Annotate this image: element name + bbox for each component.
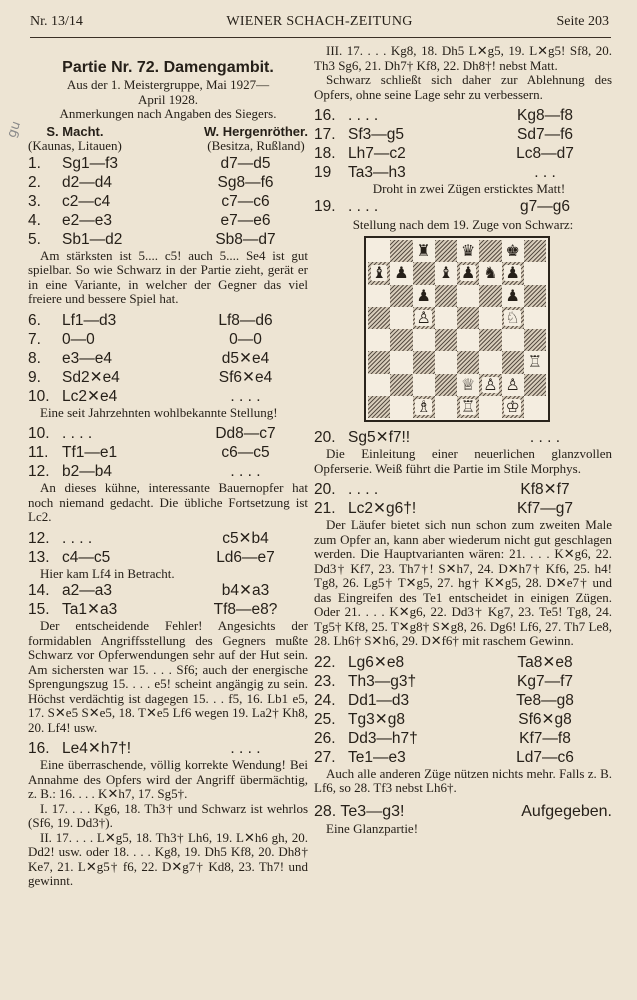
page-number: Seite 203 xyxy=(556,14,609,29)
move-number: 22. xyxy=(314,653,336,671)
move-row xyxy=(28,154,308,173)
chess-piece: ♗ xyxy=(416,396,431,416)
move-number: 2. xyxy=(28,173,41,191)
white-place: (Kaunas, Litauen) xyxy=(28,138,122,153)
move-row xyxy=(28,581,308,600)
board-square xyxy=(413,285,435,307)
board-square xyxy=(390,307,412,329)
black-move: c6—c5 xyxy=(221,444,270,461)
white-move: b2—b4 xyxy=(62,463,112,480)
comment-b: Eine seit Jahrzehnten wohlbekannte Stellung! xyxy=(40,404,278,420)
white-move: . . . . xyxy=(348,107,379,124)
black-move: Lc8—d7 xyxy=(516,145,574,162)
board-square xyxy=(479,351,501,373)
board-square xyxy=(524,374,546,396)
white-move: a2—a3 xyxy=(62,582,112,599)
board-square xyxy=(524,285,546,307)
move-row xyxy=(28,211,308,230)
board-square xyxy=(457,351,479,373)
comment-j: Schwarz schließt sich daher zur Ablehnung des Opfers, ohne seine Lage sehr zu verbessern. xyxy=(314,72,612,102)
comment-d: Hier kam Lf4 in Betracht. xyxy=(40,565,175,581)
moves-block-e xyxy=(28,581,308,619)
black-move: . . . . xyxy=(230,387,261,405)
board-square xyxy=(435,374,457,396)
white-move: Lc2✕g6†! xyxy=(348,500,417,517)
black-player xyxy=(204,125,308,154)
final-move: 28. Te3—g3! xyxy=(314,802,405,820)
white-move: Tf1—e1 xyxy=(62,444,118,461)
black-move: . . . . xyxy=(230,740,261,757)
board-square xyxy=(435,285,457,307)
board-square xyxy=(502,285,524,307)
comment-m: Der Läufer bietet sich nun schon zum zweiten Male zum Opfer an, kann aber wiederum nicht gut geschlagen werden. Die Hauptvarianten wären: 21. . . . K✕g6, 22. Dd3† Kf7, 23. Th7†! S✕h7, 24. D✕h7† Kf6, 25. h4! Tg8, 26. Lg5† T✕g5, 27. hg† K✕g5, 28. D✕e7† und das Eingreifen des Te1 entscheidet in einigen Zügen. Oder 21. . . . K✕g6, 22. Dd3† Kg7, 23. Te5! Tg8, 24. Tg5† Kf8, 25. T✕g8† S✕g8, 26. Dg6! Lf6, 27. Th7 Le8, 28. Lh6† S✕h6, 29. D✕f6† mit raschem Gewinn. xyxy=(314,517,612,648)
black-move: Sb8—d7 xyxy=(215,230,276,248)
black-move: e7—e6 xyxy=(220,211,271,229)
white-move: Lg6✕e8 xyxy=(348,653,405,671)
issue-number: Nr. 13/14 xyxy=(30,14,83,29)
board-square xyxy=(524,396,546,418)
moves-block-a xyxy=(28,154,308,249)
move-number: 10. xyxy=(28,425,50,442)
board-caption: Stellung nach dem 19. Zuge von Schwarz: xyxy=(352,216,574,232)
move-row xyxy=(314,144,612,163)
chess-piece: ♞ xyxy=(483,263,498,283)
white-move: . . . . xyxy=(62,529,93,547)
board-square xyxy=(413,307,435,329)
chess-piece: ♜ xyxy=(416,241,431,261)
chess-piece: ♖ xyxy=(460,396,476,416)
moves-block-g xyxy=(314,106,612,182)
black-move: b4✕a3 xyxy=(221,582,270,599)
board-square xyxy=(457,374,479,396)
move-row xyxy=(28,368,308,387)
board-square xyxy=(390,262,412,284)
move-row xyxy=(28,311,308,330)
board-square xyxy=(457,329,479,351)
move-row xyxy=(314,748,612,767)
move-row xyxy=(28,387,308,406)
moves-block-i xyxy=(314,428,612,447)
board-square xyxy=(368,285,390,307)
black-move: Kf7—f8 xyxy=(519,729,571,747)
board-square xyxy=(368,262,390,284)
moves-block-c xyxy=(28,424,308,481)
white-name: S. Macht. xyxy=(46,123,104,139)
move-number: 14. xyxy=(28,582,50,599)
board-square xyxy=(390,374,412,396)
white-move: 0—0 xyxy=(62,330,95,348)
board-square xyxy=(479,285,501,307)
variation-3: III. 17. . . . Kg8, 18. Dh5 L✕g5, 19. L✕g5! Sf8, 20. Th3 Sg6, 21. Dh7† Kf8, 22. Dh8†! nebst Matt. xyxy=(314,43,612,73)
move-row xyxy=(314,499,612,518)
move-number: 11. xyxy=(28,444,49,461)
move-row xyxy=(314,710,612,729)
move-row xyxy=(314,691,612,710)
move-row xyxy=(314,480,612,499)
move-row xyxy=(28,529,308,548)
board-square xyxy=(502,351,524,373)
chess-piece: ♕ xyxy=(460,374,476,394)
white-player xyxy=(28,125,122,154)
chess-piece: ♟ xyxy=(505,285,520,305)
variation-2: II. 17. . . . L✕g5, 18. Th3† Lh6, 19. L✕h6 gh, 20. Dd2! usw. oder 18. . . . Kg8, 19. Dh5 Kf8, 20. Dh8† Ke7, 21. L✕g5† f6, 22. D✕g7† Kd8, 23. Th7! und gewinnt. xyxy=(28,829,308,888)
board-square xyxy=(502,262,524,284)
black-move: Tf8—e8? xyxy=(213,601,278,618)
move-row xyxy=(28,230,308,249)
move-number: 16. xyxy=(314,107,336,124)
moves-block-b xyxy=(28,311,308,406)
black-move: Sg8—f6 xyxy=(217,173,274,191)
white-move: Tg3✕g8 xyxy=(348,710,405,728)
black-move: g7—g6 xyxy=(520,197,570,215)
move-number: 6. xyxy=(28,311,41,329)
chess-piece: ♙ xyxy=(416,307,431,327)
moves-block-k xyxy=(314,653,612,767)
board-square xyxy=(502,329,524,351)
white-move: c4—c5 xyxy=(62,548,111,566)
move-row xyxy=(314,653,612,672)
white-move: . . . . xyxy=(348,197,379,215)
chess-piece: ♟ xyxy=(394,263,409,283)
move-number: 20. xyxy=(314,481,336,498)
board-square xyxy=(435,307,457,329)
black-move: Ld7—c6 xyxy=(516,748,574,766)
board-square xyxy=(479,262,501,284)
move-number: 7. xyxy=(28,330,41,348)
move-row xyxy=(28,548,308,567)
board-square xyxy=(435,262,457,284)
black-move: . . . . xyxy=(529,429,561,446)
board-square xyxy=(457,262,479,284)
black-move: Sf6✕e4 xyxy=(218,368,273,386)
board-square xyxy=(502,374,524,396)
black-move: Sd7—f6 xyxy=(516,126,573,143)
white-move: Sg5✕f7!! xyxy=(348,429,411,446)
black-move: Te8—g8 xyxy=(516,691,574,709)
board-square xyxy=(413,240,435,262)
white-move: Lf1—d3 xyxy=(62,311,117,329)
comment-f: Eine überraschende, völlig korrekte Wendung! Bei Annahme des Opfers wird der Angriff übermächtig, z. B.: 16. . . . K✕h7, 17. Sg5†. xyxy=(28,757,308,801)
board-square xyxy=(479,329,501,351)
board-square xyxy=(457,396,479,418)
move-number: 26. xyxy=(314,729,336,747)
board-square xyxy=(479,374,501,396)
move-number: 25. xyxy=(314,710,336,728)
board-square xyxy=(524,240,546,262)
move-row xyxy=(28,173,308,192)
move-row xyxy=(28,330,308,349)
white-move: Sd2✕e4 xyxy=(62,368,120,386)
moves-block-j xyxy=(314,480,612,518)
chess-piece: ♔ xyxy=(505,396,520,416)
chess-piece: ♛ xyxy=(460,241,476,261)
board-square xyxy=(413,396,435,418)
comment-n: Auch alle anderen Züge nützen nichts mehr. Falls z. B. Lf6, so 28. Tf3 nebst Lh6†. xyxy=(314,765,612,795)
move-row xyxy=(28,462,308,481)
black-move: Kf8✕f7 xyxy=(520,481,570,498)
move-number: 24. xyxy=(314,691,336,709)
game-subtitle-1: Aus der 1. Meistergruppe, Mai 1927— xyxy=(66,77,270,92)
move-number: 5. xyxy=(28,230,41,248)
white-move: . . . . xyxy=(62,425,93,442)
white-move: Th3—g3† xyxy=(348,672,417,690)
move-number: 16. xyxy=(28,740,50,757)
chess-piece: ♖ xyxy=(527,352,543,372)
board-square xyxy=(524,329,546,351)
moves-block-f xyxy=(28,739,308,758)
chess-piece: ♝ xyxy=(371,263,387,283)
move-row xyxy=(314,125,612,144)
move-row xyxy=(314,672,612,691)
players xyxy=(28,125,308,154)
variation-1: I. 17. . . . Kg6, 18. Th3† und Schwarz ist wehrlos (Sf6, 19. Dd3†). xyxy=(28,800,308,830)
white-move: Sf3—g5 xyxy=(348,126,405,143)
comment-l: Die Einleitung einer neuerlichen glanzvollen Opferserie. Weiß führt die Partie im Stile Morphys. xyxy=(314,446,612,476)
move-row xyxy=(28,349,308,368)
white-move: Ta1✕a3 xyxy=(62,601,118,618)
board-square xyxy=(502,307,524,329)
move-number: 12. xyxy=(28,463,50,480)
board-square xyxy=(390,329,412,351)
move-number: 27. xyxy=(314,748,336,766)
move-row xyxy=(314,106,612,125)
move-number: 9. xyxy=(28,368,41,386)
black-move: Kg7—f7 xyxy=(516,672,573,690)
board-square xyxy=(524,351,546,373)
black-move: d5✕e4 xyxy=(221,349,270,367)
chess-piece: ♟ xyxy=(416,285,431,305)
white-move: e3—e4 xyxy=(62,349,112,367)
moves-block-d xyxy=(28,529,308,567)
move-number: 21. xyxy=(314,500,336,517)
white-move: c2—c4 xyxy=(62,192,111,210)
board-square xyxy=(435,351,457,373)
chess-piece: ♙ xyxy=(483,374,498,394)
board-square xyxy=(390,351,412,373)
black-move: . . . . xyxy=(230,463,261,480)
board-square xyxy=(413,329,435,351)
move-row xyxy=(28,443,308,462)
pencil-mark: gu xyxy=(4,119,25,140)
white-move: Sg1—f3 xyxy=(62,154,119,172)
chess-piece: ♚ xyxy=(505,241,520,261)
white-move: . . . . xyxy=(348,481,379,498)
board-square xyxy=(479,240,501,262)
chess-piece: ♙ xyxy=(505,374,520,394)
board-square xyxy=(524,307,546,329)
move-row xyxy=(28,600,308,619)
move-number: 23. xyxy=(314,672,336,690)
move-row xyxy=(314,197,612,216)
chess-piece: ♟ xyxy=(460,263,476,283)
white-move: Ta3—h3 xyxy=(348,164,406,181)
board-square xyxy=(435,329,457,351)
comment-a: Am stärksten ist 5.... c5! auch 5.... Se4 ist gut spielbar. So wie Schwarz in der Partie zieht, gerät er in eine Variante, in welcher der Gegner das viel freiere und bessere Spiel hat. xyxy=(28,247,308,306)
final-note: Eine Glanzpartie! xyxy=(326,820,419,836)
black-move: c5✕b4 xyxy=(222,529,269,547)
board-square xyxy=(502,396,524,418)
board-square xyxy=(435,240,457,262)
move-number: 10. xyxy=(28,387,50,405)
game-subtitle-2: April 1928. xyxy=(138,91,198,107)
black-move: Kf7—g7 xyxy=(516,500,573,517)
journal-title: WIENER SCHACH-ZEITUNG xyxy=(226,14,413,29)
board-square xyxy=(479,307,501,329)
white-move: Dd3—h7† xyxy=(348,729,418,747)
white-move: Lc2✕e4 xyxy=(62,387,118,405)
move-number: 17. xyxy=(314,126,336,143)
board-square xyxy=(502,240,524,262)
comment-e: Der entscheidende Fehler! Angesichts der formidablen Angriffsstellung des Gegners mußte Schwarz vor Opferwendungen sehr auf der Hut sein. Am sichersten war 15. . . . Sf6; auch der energische Sprengungszug 15. . . . e5! scheint angängig zu sein. Höchst verdächtig ist dagegen 15. . . f5, 16. Lb1 e5, 17. S✕e5 S✕e5, 18. T✕e5 Lf6 wegen 19. La2† Kh8, 20. Lf4! usw. xyxy=(28,618,308,735)
black-move: Dd8—c7 xyxy=(215,425,276,442)
board-square xyxy=(368,396,390,418)
move-row xyxy=(28,192,308,211)
board-square xyxy=(413,374,435,396)
move-row xyxy=(314,163,612,182)
final-result: Aufgegeben. xyxy=(521,802,612,820)
move-row xyxy=(314,428,612,447)
white-move: Dd1—d3 xyxy=(348,691,410,709)
white-move: Le4✕h7†! xyxy=(62,740,132,757)
left-column xyxy=(28,44,308,889)
black-move: Kg8—f8 xyxy=(516,107,573,124)
white-move: d2—d4 xyxy=(62,173,112,191)
header-rule xyxy=(30,37,611,38)
board-square xyxy=(390,240,412,262)
board-square xyxy=(368,351,390,373)
black-move: . . . xyxy=(534,164,556,181)
black-move: c7—c6 xyxy=(221,192,270,210)
board-square xyxy=(413,351,435,373)
board-square xyxy=(368,329,390,351)
board-square xyxy=(390,396,412,418)
move-number: 4. xyxy=(28,211,41,229)
black-move: Ta8✕e8 xyxy=(517,653,573,671)
board-square xyxy=(457,285,479,307)
comment-c: An dieses kühne, interessante Bauernopfer hat noch niemand gedacht. Die übliche Fortsetzung ist Lc2. xyxy=(28,480,308,524)
move-number: 12. xyxy=(28,529,50,547)
move-number: 8. xyxy=(28,349,41,367)
black-move: Lf8—d6 xyxy=(218,311,273,329)
move-number: 20. xyxy=(314,429,336,446)
board-square xyxy=(479,396,501,418)
white-move: Te1—e3 xyxy=(348,748,406,766)
move-row xyxy=(28,739,308,758)
move-number: 19 xyxy=(314,164,332,181)
white-move: Lh7—c2 xyxy=(348,145,406,162)
black-move: d7—d5 xyxy=(220,154,271,172)
move-number: 18. xyxy=(314,145,336,162)
page-header xyxy=(30,14,609,34)
white-move: Sb1—d2 xyxy=(62,230,123,248)
board-square xyxy=(524,262,546,284)
black-move: Sf6✕g8 xyxy=(518,710,572,728)
chess-piece: ♟ xyxy=(505,263,520,283)
moves-block-h xyxy=(314,197,612,216)
chess-piece: ♝ xyxy=(438,263,454,283)
chess-piece: ♘ xyxy=(505,307,520,327)
move-number: 3. xyxy=(28,192,41,210)
chess-board xyxy=(368,240,546,418)
board-square xyxy=(368,240,390,262)
move-number: 15. xyxy=(28,601,50,618)
black-move: Ld6—e7 xyxy=(216,548,275,566)
move-number: 1. xyxy=(28,154,41,172)
right-column xyxy=(314,44,612,836)
comment-k: Droht in zwei Zügen ersticktes Matt! xyxy=(372,181,566,196)
board-square xyxy=(390,285,412,307)
board-square xyxy=(457,307,479,329)
move-number: 19. xyxy=(314,197,336,215)
board-square xyxy=(368,374,390,396)
game-title: Partie Nr. 72. Damengambit. xyxy=(62,59,274,76)
final-line xyxy=(314,802,612,822)
board-square xyxy=(457,240,479,262)
board-square xyxy=(435,396,457,418)
black-move: 0—0 xyxy=(229,330,262,348)
chess-diagram xyxy=(364,236,550,422)
board-square xyxy=(368,307,390,329)
move-number: 13. xyxy=(28,548,50,566)
black-place: (Besitza, Rußland) xyxy=(207,138,305,153)
board-square xyxy=(413,262,435,284)
annotation-note: Anmerkungen nach Angaben des Siegers. xyxy=(59,106,277,121)
black-name: W. Hergenröther. xyxy=(203,123,308,139)
move-row xyxy=(28,424,308,443)
move-row xyxy=(314,729,612,748)
white-move: e2—e3 xyxy=(62,211,112,229)
